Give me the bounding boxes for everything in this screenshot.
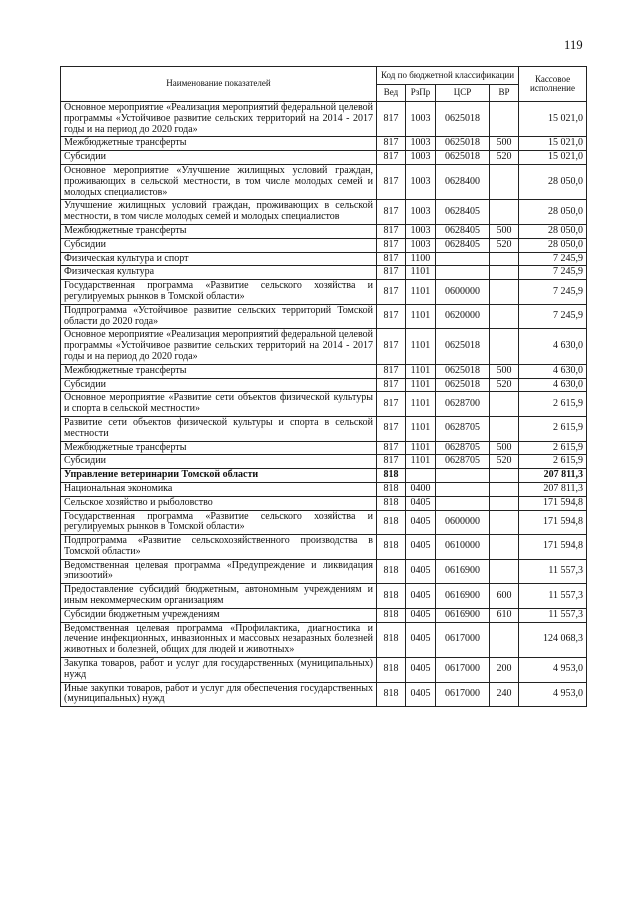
row-vr [490, 280, 519, 305]
row-rzpr: 0405 [406, 658, 436, 683]
row-name: Улучшение жилищных условий граждан, проживающих в сельской местности, в том числе молодых семей и молодых специалистов [61, 200, 377, 225]
row-vr [490, 102, 519, 137]
row-name: Субсидии [61, 151, 377, 165]
row-amount: 207 811,3 [519, 469, 587, 483]
row-ved: 817 [377, 455, 406, 469]
table-row [61, 137, 587, 151]
row-amount: 171 594,8 [519, 510, 587, 535]
row-amount: 28 050,0 [519, 238, 587, 252]
table-row [61, 535, 587, 560]
row-amount: 7 245,9 [519, 266, 587, 280]
row-vr: 500 [490, 441, 519, 455]
row-amount: 7 245,9 [519, 280, 587, 305]
table-row [61, 510, 587, 535]
row-csr: 0628405 [436, 224, 490, 238]
row-rzpr: 0405 [406, 584, 436, 609]
row-rzpr: 0405 [406, 682, 436, 707]
row-amount: 28 050,0 [519, 200, 587, 225]
row-vr [490, 252, 519, 266]
row-csr: 0610000 [436, 535, 490, 560]
row-vr: 600 [490, 584, 519, 609]
row-ved: 818 [377, 482, 406, 496]
row-amount: 28 050,0 [519, 164, 587, 199]
row-rzpr: 1101 [406, 304, 436, 329]
row-name: Физическая культура и спорт [61, 252, 377, 266]
row-ved: 817 [377, 224, 406, 238]
table-row [61, 304, 587, 329]
row-csr [436, 469, 490, 483]
row-ved: 817 [377, 378, 406, 392]
row-rzpr: 1003 [406, 137, 436, 151]
row-name: Межбюджетные трансферты [61, 441, 377, 455]
row-vr [490, 482, 519, 496]
header-name: Наименование показателей [61, 67, 377, 102]
row-vr: 610 [490, 608, 519, 622]
row-csr: 0625018 [436, 378, 490, 392]
row-name: Подпрограмма «Устойчивое развитие сельских территорий Томской области до 2020 года» [61, 304, 377, 329]
row-ved: 817 [377, 441, 406, 455]
row-ved: 817 [377, 102, 406, 137]
row-ved: 818 [377, 608, 406, 622]
row-vr [490, 392, 519, 417]
row-csr: 0620000 [436, 304, 490, 329]
row-csr: 0625018 [436, 364, 490, 378]
row-csr: 0616900 [436, 608, 490, 622]
row-vr [490, 559, 519, 584]
row-rzpr: 1101 [406, 280, 436, 305]
row-csr: 0625018 [436, 137, 490, 151]
row-rzpr: 1101 [406, 441, 436, 455]
row-csr: 0617000 [436, 682, 490, 707]
row-rzpr: 0405 [406, 496, 436, 510]
row-csr: 0628405 [436, 238, 490, 252]
row-name: Основное мероприятие «Реализация мероприятий федеральной целевой программы «Устойчивое развитие сельских территорий на 2014 - 2017 годы и на период до 2020 года» [61, 329, 377, 364]
row-csr: 0617000 [436, 658, 490, 683]
row-csr [436, 496, 490, 510]
row-ved: 818 [377, 496, 406, 510]
row-vr: 520 [490, 455, 519, 469]
row-vr: 520 [490, 378, 519, 392]
row-amount: 124 068,3 [519, 622, 587, 657]
row-ved: 818 [377, 682, 406, 707]
row-rzpr: 0405 [406, 622, 436, 657]
row-vr [490, 164, 519, 199]
row-csr: 0628705 [436, 416, 490, 441]
row-vr: 500 [490, 137, 519, 151]
row-amount: 7 245,9 [519, 304, 587, 329]
row-name: Межбюджетные трансферты [61, 364, 377, 378]
table-row [61, 252, 587, 266]
table-row [61, 469, 587, 483]
row-vr [490, 622, 519, 657]
row-csr [436, 266, 490, 280]
row-name: Ведомственная целевая программа «Предупреждение и ликвидация эпизоотий» [61, 559, 377, 584]
row-amount: 2 615,9 [519, 455, 587, 469]
row-vr [490, 510, 519, 535]
row-rzpr: 1101 [406, 455, 436, 469]
row-vr [490, 496, 519, 510]
row-name: Межбюджетные трансферты [61, 224, 377, 238]
row-name: Ведомственная целевая программа «Профилактика, диагностика и лечение инфекционных, инвазионных и массовых незаразных болезней животных и болезней, общих для людей и животных» [61, 622, 377, 657]
row-rzpr [406, 469, 436, 483]
row-amount: 4 953,0 [519, 658, 587, 683]
header-code-group: Код по бюджетной классификации [377, 67, 519, 85]
row-name: Субсидии [61, 455, 377, 469]
row-rzpr: 1003 [406, 102, 436, 137]
table-row [61, 441, 587, 455]
row-ved: 818 [377, 658, 406, 683]
table-row [61, 224, 587, 238]
row-vr: 520 [490, 238, 519, 252]
row-name: Подпрограмма «Развитие сельскохозяйственного производства в Томской области» [61, 535, 377, 560]
row-amount: 2 615,9 [519, 441, 587, 455]
row-amount: 15 021,0 [519, 102, 587, 137]
row-name: Субсидии [61, 238, 377, 252]
row-vr [490, 200, 519, 225]
row-ved: 817 [377, 151, 406, 165]
row-ved: 818 [377, 622, 406, 657]
row-amount: 4 630,0 [519, 364, 587, 378]
row-csr: 0628705 [436, 455, 490, 469]
table-row [61, 102, 587, 137]
table-row [61, 200, 587, 225]
row-amount: 207 811,3 [519, 482, 587, 496]
row-csr: 0628705 [436, 441, 490, 455]
row-rzpr: 1003 [406, 151, 436, 165]
table-row [61, 482, 587, 496]
row-csr: 0628405 [436, 200, 490, 225]
table-row [61, 392, 587, 417]
row-name: Сельское хозяйство и рыболовство [61, 496, 377, 510]
row-rzpr: 0405 [406, 510, 436, 535]
table-row [61, 238, 587, 252]
row-name: Основное мероприятие «Улучшение жилищных условий граждан, проживающих в сельской местности, в том числе молодых семей и молодых специалистов» [61, 164, 377, 199]
row-rzpr: 0400 [406, 482, 436, 496]
row-vr [490, 416, 519, 441]
table-row [61, 378, 587, 392]
row-ved: 818 [377, 559, 406, 584]
row-vr [490, 469, 519, 483]
row-vr [490, 304, 519, 329]
table-row [61, 584, 587, 609]
row-name: Управление ветеринарии Томской области [61, 469, 377, 483]
row-ved: 817 [377, 266, 406, 280]
table-row [61, 658, 587, 683]
row-amount: 7 245,9 [519, 252, 587, 266]
table-row [61, 280, 587, 305]
table-row [61, 496, 587, 510]
row-csr: 0628700 [436, 392, 490, 417]
row-vr: 240 [490, 682, 519, 707]
row-name: Основное мероприятие «Развитие сети объектов физической культуры и спорта в сельской местности» [61, 392, 377, 417]
row-name: Предоставление субсидий бюджетным, автономным учреждениям и иным некоммерческим организациям [61, 584, 377, 609]
row-vr: 500 [490, 364, 519, 378]
header-amount: Кассовое исполнение [519, 67, 587, 102]
row-ved: 817 [377, 392, 406, 417]
row-amount: 2 615,9 [519, 392, 587, 417]
table-row [61, 608, 587, 622]
page-number: 119 [564, 38, 583, 52]
row-name: Субсидии бюджетным учреждениям [61, 608, 377, 622]
row-csr: 0600000 [436, 510, 490, 535]
row-rzpr: 0405 [406, 608, 436, 622]
header-vr: ВР [490, 84, 519, 102]
row-amount: 171 594,8 [519, 496, 587, 510]
row-ved: 817 [377, 200, 406, 225]
row-rzpr: 1003 [406, 200, 436, 225]
table-row [61, 164, 587, 199]
row-csr: 0625018 [436, 102, 490, 137]
row-name: Основное мероприятие «Реализация мероприятий федеральной целевой программы «Устойчивое развитие сельских территорий на 2014 - 2017 годы и на период до 2020 года» [61, 102, 377, 137]
row-amount: 4 630,0 [519, 329, 587, 364]
row-name: Развитие сети объектов физической культуры и спорта в сельской местности [61, 416, 377, 441]
row-rzpr: 1101 [406, 392, 436, 417]
row-csr [436, 252, 490, 266]
row-ved: 818 [377, 469, 406, 483]
row-name: Физическая культура [61, 266, 377, 280]
header-ved: Вед [377, 84, 406, 102]
row-csr: 0600000 [436, 280, 490, 305]
row-vr: 500 [490, 224, 519, 238]
row-name: Закупка товаров, работ и услуг для государственных (муниципальных) нужд [61, 658, 377, 683]
row-rzpr: 1101 [406, 266, 436, 280]
row-name: Межбюджетные трансферты [61, 137, 377, 151]
row-rzpr: 1101 [406, 364, 436, 378]
budget-table [60, 66, 587, 707]
row-vr: 200 [490, 658, 519, 683]
row-rzpr: 1101 [406, 329, 436, 364]
row-csr: 0628400 [436, 164, 490, 199]
row-ved: 818 [377, 584, 406, 609]
row-rzpr: 0405 [406, 559, 436, 584]
row-ved: 817 [377, 252, 406, 266]
header-rzpr: РзПр [406, 84, 436, 102]
row-ved: 817 [377, 238, 406, 252]
row-ved: 817 [377, 329, 406, 364]
row-rzpr: 0405 [406, 535, 436, 560]
row-ved: 817 [377, 416, 406, 441]
row-rzpr: 1003 [406, 238, 436, 252]
row-amount: 15 021,0 [519, 137, 587, 151]
row-amount: 11 557,3 [519, 559, 587, 584]
row-csr [436, 482, 490, 496]
row-amount: 15 021,0 [519, 151, 587, 165]
table-row [61, 364, 587, 378]
row-amount: 2 615,9 [519, 416, 587, 441]
row-rzpr: 1101 [406, 416, 436, 441]
row-amount: 28 050,0 [519, 224, 587, 238]
table-row [61, 559, 587, 584]
row-csr: 0616900 [436, 584, 490, 609]
row-ved: 818 [377, 510, 406, 535]
row-ved: 818 [377, 535, 406, 560]
header-csr: ЦСР [436, 84, 490, 102]
row-csr: 0625018 [436, 329, 490, 364]
row-ved: 817 [377, 304, 406, 329]
row-vr: 520 [490, 151, 519, 165]
table-row [61, 266, 587, 280]
row-name: Иные закупки товаров, работ и услуг для обеспечения государственных (муниципальных) нужд [61, 682, 377, 707]
row-ved: 817 [377, 137, 406, 151]
row-amount: 4 953,0 [519, 682, 587, 707]
table-row [61, 622, 587, 657]
row-ved: 817 [377, 164, 406, 199]
row-name: Государственная программа «Развитие сельского хозяйства и регулируемых рынков в Томской области» [61, 280, 377, 305]
table-row [61, 416, 587, 441]
row-vr [490, 535, 519, 560]
row-name: Субсидии [61, 378, 377, 392]
row-amount: 4 630,0 [519, 378, 587, 392]
row-rzpr: 1101 [406, 378, 436, 392]
table-row [61, 455, 587, 469]
row-amount: 11 557,3 [519, 608, 587, 622]
table-row [61, 151, 587, 165]
row-vr [490, 266, 519, 280]
row-name: Государственная программа «Развитие сельского хозяйства и регулируемых рынков в Томской области» [61, 510, 377, 535]
row-rzpr: 1100 [406, 252, 436, 266]
row-csr: 0616900 [436, 559, 490, 584]
row-amount: 11 557,3 [519, 584, 587, 609]
table-row [61, 682, 587, 707]
row-csr: 0625018 [436, 151, 490, 165]
table-row [61, 329, 587, 364]
row-ved: 817 [377, 280, 406, 305]
row-rzpr: 1003 [406, 164, 436, 199]
row-amount: 171 594,8 [519, 535, 587, 560]
row-name: Национальная экономика [61, 482, 377, 496]
row-csr: 0617000 [436, 622, 490, 657]
row-vr [490, 329, 519, 364]
row-rzpr: 1003 [406, 224, 436, 238]
row-ved: 817 [377, 364, 406, 378]
